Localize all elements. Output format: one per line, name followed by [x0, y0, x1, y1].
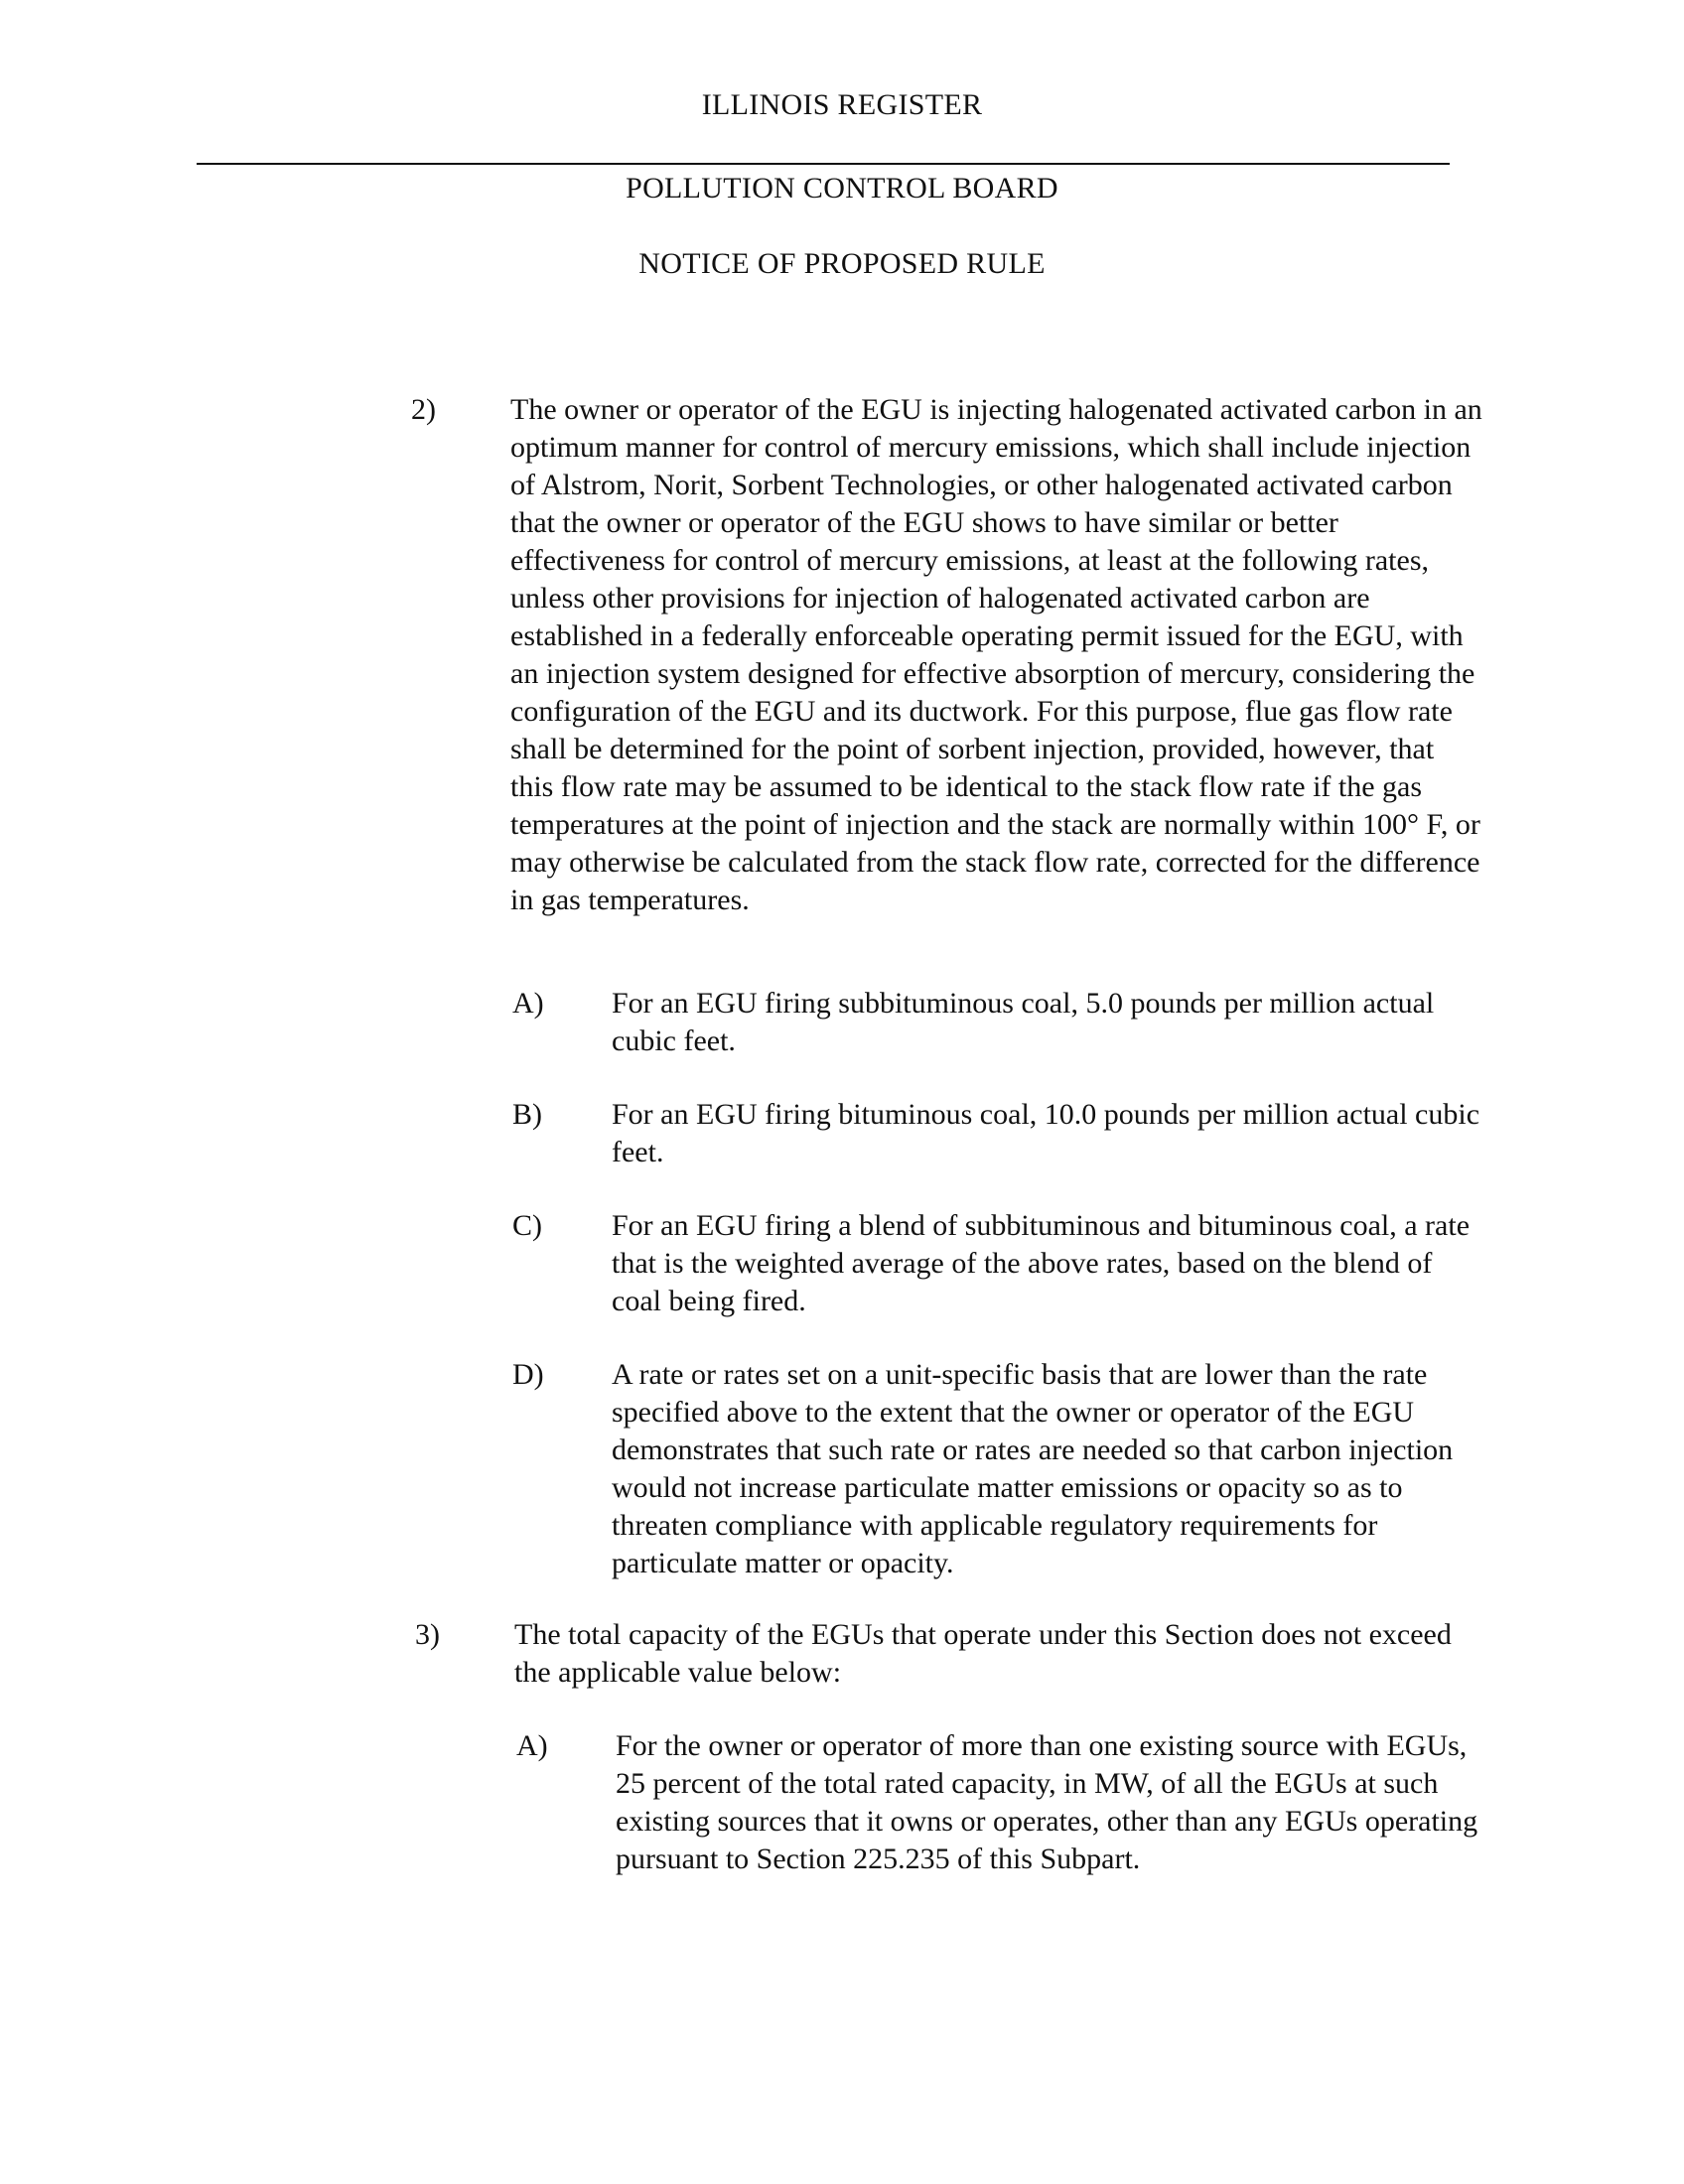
register-title: ILLINOIS REGISTER: [701, 88, 983, 121]
item-2-b-text: For an EGU firing bituminous coal, 10.0 pounds per million actual cubic feet.: [612, 1098, 1480, 1168]
header-divider: [197, 163, 1450, 165]
notice-title: NOTICE OF PROPOSED RULE: [638, 247, 1046, 280]
item-2-number: 2): [411, 393, 436, 426]
board-title: POLLUTION CONTROL BOARD: [626, 172, 1058, 205]
item-2-c-letter: C): [512, 1209, 542, 1242]
item-3-a-letter: A): [516, 1729, 548, 1762]
item-3-a-text: For the owner or operator of more than one existing source with EGUs, 25 percent of the total rated capacity, in MW, of all the EGUs at such existing sources that it owns or operates, other than any EGUs operating pursuant to Section 225.235 of this Subpart.: [616, 1729, 1478, 1875]
item-2-d-letter: D): [512, 1358, 544, 1391]
item-2-a-letter: A): [512, 987, 544, 1020]
item-2-b-letter: B): [512, 1098, 542, 1131]
item-2-d-text: A rate or rates set on a unit-specific basis that are lower than the rate specified above to the extent that the owner or operator of the EGU demonstrates that such rate or rates are needed so that carbon injection would not increase particulate matter emissions or opacity so as to threaten compliance with applicable regulatory requirements for particulate matter or opacity.: [612, 1358, 1454, 1579]
item-2-text: The owner or operator of the EGU is injecting halogenated activated carbon in an optimum manner for control of mercury emissions, which shall include injection of Alstrom, Norit, Sorbent Technologies, or other halogenated activated carbon that the owner or operator of the EGU shows to have similar or better effectiveness for control of mercury emissions, at least at the following rates, unless other provisions for injection of halogenated activated carbon are established in a federally enforceable operating permit issued for the EGU, with an injection system designed for effective absorption of mercury, considering the configuration of the EGU and its ductwork. For this purpose, flue gas flow rate shall be determined for the point of sorbent injection, provided, however, that this flow rate may be assumed to be identical to the stack flow rate if the gas temperatures at the point of injection and the stack are normally within 100° F, or may otherwise be calculated from the stack flow rate, corrected for the difference in gas temperatures.: [510, 393, 1482, 916]
item-2-c-text: For an EGU firing a blend of subbituminous and bituminous coal, a rate that is the weighted average of the above rates, based on the blend of coal being fired.: [612, 1209, 1471, 1317]
item-3-number: 3): [415, 1618, 440, 1651]
item-3-text: The total capacity of the EGUs that operate under this Section does not exceed the applicable value below:: [514, 1618, 1452, 1689]
item-2-a-text: For an EGU firing subbituminous coal, 5.0 pounds per million actual cubic feet.: [612, 987, 1435, 1057]
